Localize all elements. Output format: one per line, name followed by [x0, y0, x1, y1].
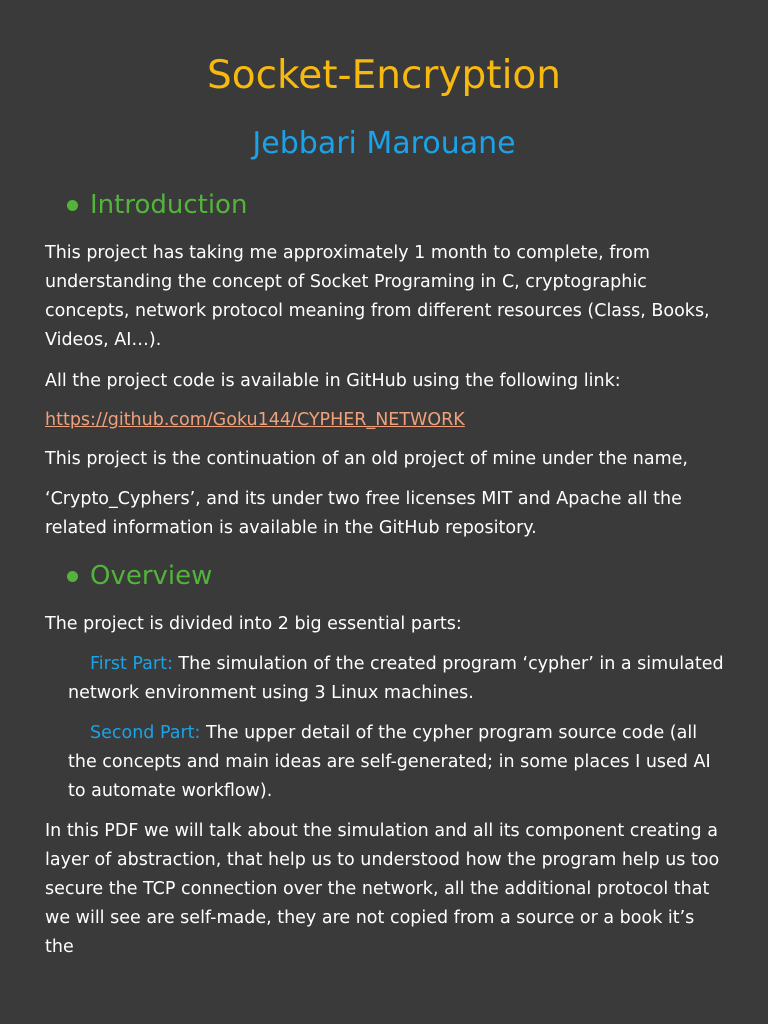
overview-paragraph-1: The project is divided into 2 big essential parts: [45, 614, 462, 634]
overview-paragraph-2: In this PDF we will talk about the simulation and all its component creating a layer of abstraction, that help us to understood how the program help us too secure the TCP connection over the network, all the additional protocol that we will see are self-made, they are not copied from a source or a book it’s the [45, 821, 720, 957]
part-1-label: First Part: [90, 654, 173, 674]
overview-heading [67, 559, 212, 593]
introduction-paragraph-1: This project has taking me approximately 1 month to complete, from understanding the concept of Socket Programing in C, cryptographic concepts, network protocol meaning from different resources (Class, Books, Videos, AI…). [45, 243, 710, 350]
introduction-paragraph-2: All the project code is available in GitHub using the following link: [45, 371, 621, 391]
part-2-text: The upper detail of the cypher program source code (all the concepts and main ideas are self-generated; in some places I used AI to automate workflow). [68, 723, 711, 801]
bullet-icon [67, 571, 78, 582]
part-2-label: Second Part: [90, 723, 201, 743]
github-link-line [45, 406, 725, 435]
introduction-paragraph-3: This project is the continuation of an old project of mine under the name, [45, 449, 688, 469]
part-1-text: The simulation of the created program ‘cypher’ in a simulated network environment using 3 Linux machines. [68, 654, 724, 703]
overview-part-1 [68, 650, 728, 708]
bullet-icon [67, 200, 78, 211]
document-title: Socket-Encryption [207, 53, 561, 98]
introduction-heading-text: Introduction [90, 190, 248, 220]
overview-heading-text: Overview [90, 561, 213, 591]
document-author: Jebbari Marouane [252, 126, 516, 161]
introduction-paragraph-4: ‘Crypto_Cyphers’, and its under two free licenses MIT and Apache all the related information is available in the GitHub repository. [45, 489, 682, 538]
github-link[interactable]: https://github.com/Goku144/CYPHER_NETWORK [45, 410, 465, 430]
overview-part-2 [68, 719, 728, 806]
introduction-heading [67, 188, 247, 222]
